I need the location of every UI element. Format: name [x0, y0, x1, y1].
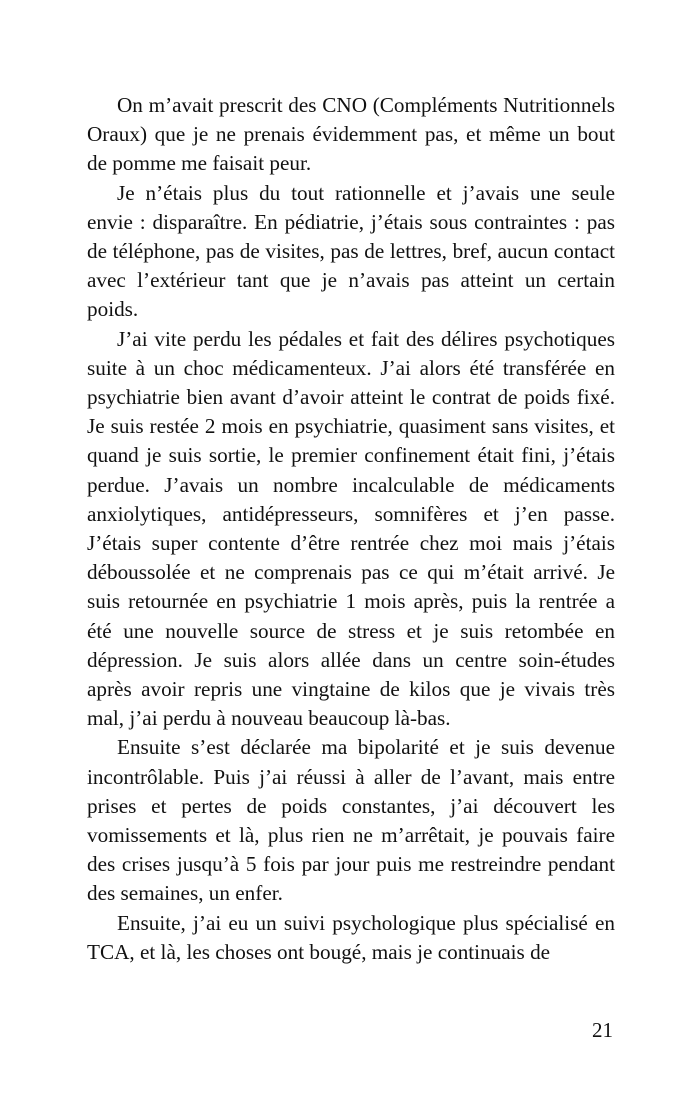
- paragraph-5: Ensuite, j’ai eu un suivi psychologique plus spécialisé en TCA, et là, les choses ont bougé, mais je continuais de: [87, 910, 615, 964]
- paragraph-3: J’ai vite perdu les pédales et fait des délires psychotiques suite à un choc médicamenteux. J’ai alors été transférée en psychiatrie bien avant d’avoir atteint le contrat de poids fixé. Je suis restée 2 mois en psychiatrie, quasiment sans visites, et quand je suis sortie, le premier confinement était fini, j’étais perdue. J’avais un nombre incalculable de médicaments anxiolytiques, antidépresseurs, somnifères et j’en passe. J’étais super contente d’être rentrée chez moi mais j’étais déboussolée et ne comprenais pas ce qui m’était arrivé. Je suis retournée en psychiatrie 1 mois après, puis la rentrée a été une nouvelle source de stress et je suis retombée en dépression. Je suis alors allée dans un centre soin-études après avoir repris une vingtaine de kilos que je vivais très mal, j’ai perdu à nouveau beaucoup là-bas.: [87, 326, 615, 731]
- paragraph-1: On m’avait prescrit des CNO (Compléments Nutritionnels Oraux) que je ne prenais évidemment pas, et même un bout de pomme me faisait peur.: [87, 93, 615, 176]
- paragraph-4: Ensuite s’est déclarée ma bipolarité et je suis devenue incontrôlable. Puis j’ai réussi à aller de l’avant, mais entre prises et pertes de poids constantes, j’ai découvert les vomissements et là, plus rien ne m’arrêtait, je pouvais faire des crises jusqu’à 5 fois par jour puis me restreindre pendant des semaines, un enfer.: [87, 735, 615, 906]
- page-number: 21: [592, 1018, 613, 1042]
- paragraph-2: Je n’étais plus du tout rationnelle et j’avais une seule envie : disparaître. En pédiatrie, j’étais sous contraintes : pas de téléphone, pas de visites, pas de lettres, bref, aucun contact avec l’extérieur tant que je n’avais pas atteint un certain poids.: [87, 180, 615, 322]
- body-text: [87, 91, 615, 967]
